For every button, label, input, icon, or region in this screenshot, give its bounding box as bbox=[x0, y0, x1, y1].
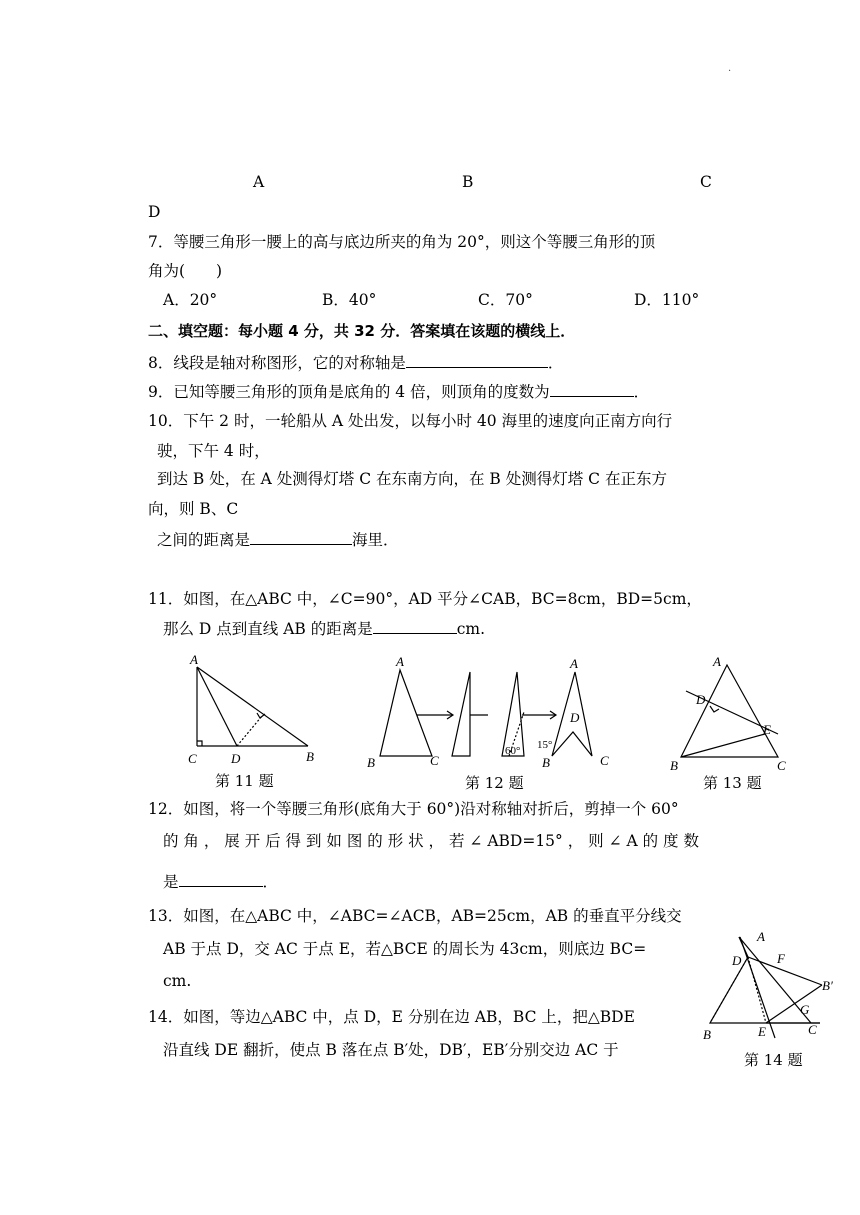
figure-14 bbox=[700, 928, 845, 1046]
q8-end: ． bbox=[547, 354, 564, 372]
section2-title: 二、填空题：每小题 4 分，共 32 分．答案填在该题的横线上． bbox=[148, 322, 576, 340]
q9-end: ． bbox=[633, 383, 650, 401]
fig14-segment-db-prime bbox=[748, 957, 822, 985]
fig12-label-60: 60° bbox=[505, 745, 521, 757]
fig12-label-b2: B bbox=[542, 755, 550, 770]
q12-line2: 的 角 ， 展 开 后 得 到 如 图 的 形 状 ， 若 ∠ ABD=15° ， 则 ∠ A 的 度 数 bbox=[163, 832, 699, 850]
fig14-label-e: E bbox=[758, 1024, 766, 1039]
q10-line4: 向，则 B、C bbox=[148, 500, 239, 518]
q13-line1: 13．如图，在△ABC 中，∠ABC=∠ACB，AB=25cm，AB 的垂直平分线交 bbox=[148, 907, 682, 925]
q14-line1: 14．如图，等边△ABC 中，点 D，E 分别在边 AB，BC 上，把△BDE bbox=[148, 1008, 635, 1026]
q10-line5-pre: 之间的距离是 bbox=[157, 531, 251, 549]
q12-answer-blank[interactable] bbox=[179, 870, 263, 887]
fig12-triangle-folded bbox=[452, 672, 470, 756]
q9 bbox=[148, 380, 649, 403]
fig12-triangle-original bbox=[380, 670, 432, 756]
figure-12 bbox=[362, 650, 622, 775]
fig14-label-c: C bbox=[808, 1022, 817, 1037]
q7-option-d: D．110° bbox=[634, 291, 700, 309]
fig12-label-c1: C bbox=[430, 753, 439, 768]
q10-answer-blank[interactable] bbox=[250, 528, 352, 545]
fig11-right-angle-foot bbox=[257, 713, 265, 718]
q9-text: 9．已知等腰三角形的顶角是底角的 4 倍，则顶角的度数为 bbox=[148, 383, 550, 401]
fig11-label-d: D bbox=[231, 751, 241, 766]
fig14-label-d: D bbox=[732, 953, 742, 968]
fig12-label-b1: B bbox=[367, 755, 375, 770]
fig11-perpendicular bbox=[237, 716, 262, 746]
fig14-label-b: B bbox=[703, 1027, 711, 1042]
q7-line1: 7．等腰三角形一腰上的高与底边所夹的角为 20°，则这个等腰三角形的顶 bbox=[148, 233, 656, 251]
q10-line5 bbox=[157, 528, 399, 551]
q11-line1: 11．如图，在△ABC 中，∠C=90°，AD 平分∠CAB，BC=8cm，BD=5cm， bbox=[148, 590, 702, 608]
fig12-label-a2: A bbox=[570, 656, 578, 671]
fig11-bisector-ad bbox=[197, 667, 237, 746]
q11-line2 bbox=[163, 617, 485, 640]
q7-line2: 角为( ) bbox=[148, 262, 223, 280]
fig13-label-e: E bbox=[763, 722, 771, 737]
q8-answer-blank[interactable] bbox=[406, 351, 548, 368]
figure-11 bbox=[180, 650, 330, 775]
fig12-caption: 第 12 题 bbox=[465, 774, 524, 792]
q9-answer-blank[interactable] bbox=[550, 380, 634, 397]
fig11-label-b: B bbox=[306, 749, 314, 764]
fig14-label-b-prime: B′ bbox=[822, 978, 833, 993]
q11-line2-post: cm. bbox=[456, 620, 486, 638]
fig11-right-angle-c bbox=[197, 741, 202, 746]
fig12-label-a1: A bbox=[396, 654, 404, 669]
q12-line3 bbox=[163, 870, 278, 893]
fig13-label-a: A bbox=[713, 654, 721, 669]
fig11-caption: 第 11 题 bbox=[215, 772, 274, 790]
q12-line3-pre: 是 bbox=[163, 873, 179, 891]
fig11-label-c: C bbox=[188, 751, 197, 766]
fig12-label-d: D bbox=[570, 710, 580, 725]
fig13-label-d: D bbox=[696, 692, 706, 707]
q12-line3-post: ． bbox=[262, 873, 279, 891]
q14-line2: 沿直线 DE 翻折，使点 B 落在点 B′处，DB′，EB′分别交边 AC 于 bbox=[163, 1041, 619, 1059]
fig14-label-a: A bbox=[757, 929, 765, 944]
corner-dot: · bbox=[728, 66, 732, 77]
fig13-label-b: B bbox=[670, 758, 678, 773]
fig14-segment-eb-prime bbox=[766, 985, 822, 1023]
fig14-label-g: G bbox=[800, 1002, 810, 1017]
q7-option-c: C．70° bbox=[478, 291, 533, 309]
q6-option-a: A bbox=[253, 173, 265, 191]
fig11-label-a: A bbox=[190, 652, 198, 667]
fig13-caption: 第 13 题 bbox=[703, 774, 762, 792]
q13-line3: cm. bbox=[163, 972, 192, 990]
figure-13 bbox=[668, 650, 798, 775]
fig12-label-15: 15° bbox=[537, 739, 553, 751]
fig13-label-c: C bbox=[777, 758, 786, 773]
q11-answer-blank[interactable] bbox=[373, 617, 457, 634]
q8 bbox=[148, 351, 563, 374]
q10-line5-post: 海里． bbox=[352, 531, 399, 549]
q6-option-d: D bbox=[148, 203, 161, 221]
q7-option-b: B．40° bbox=[322, 291, 377, 309]
fig13-right-angle-d bbox=[710, 706, 719, 712]
fig14-caption: 第 14 题 bbox=[744, 1051, 803, 1069]
q10-line3: 到达 B 处，在 A 处测得灯塔 C 在东南方向，在 B 处测得灯塔 C 在正东方 bbox=[157, 470, 667, 488]
q7-option-a: A．20° bbox=[163, 291, 218, 309]
q6-option-c: C bbox=[700, 173, 712, 191]
q10-line1: 10．下午 2 时，一轮船从 A 处出发，以每小时 40 海里的速度向正南方向行 bbox=[148, 412, 673, 430]
q11-line2-pre: 那么 D 点到直线 AB 的距离是 bbox=[163, 620, 373, 638]
q6-option-b: B bbox=[462, 173, 474, 191]
q8-text: 8．线段是轴对称图形，它的对称轴是 bbox=[148, 354, 406, 372]
fig13-segment-be bbox=[681, 734, 765, 757]
q10-line2: 驶，下午 4 时， bbox=[157, 442, 270, 460]
fig11-side-ab bbox=[197, 667, 308, 746]
fig14-label-f: F bbox=[777, 951, 785, 966]
q12-line1: 12．如图，将一个等腰三角形(底角大于 60°)沿对称轴对折后，剪掉一个 60° bbox=[148, 800, 679, 818]
q13-line2: AB 于点 D，交 AC 于点 E，若△BCE 的周长为 43cm，则底边 BC= bbox=[163, 940, 647, 958]
fig12-label-c2: C bbox=[600, 753, 609, 768]
